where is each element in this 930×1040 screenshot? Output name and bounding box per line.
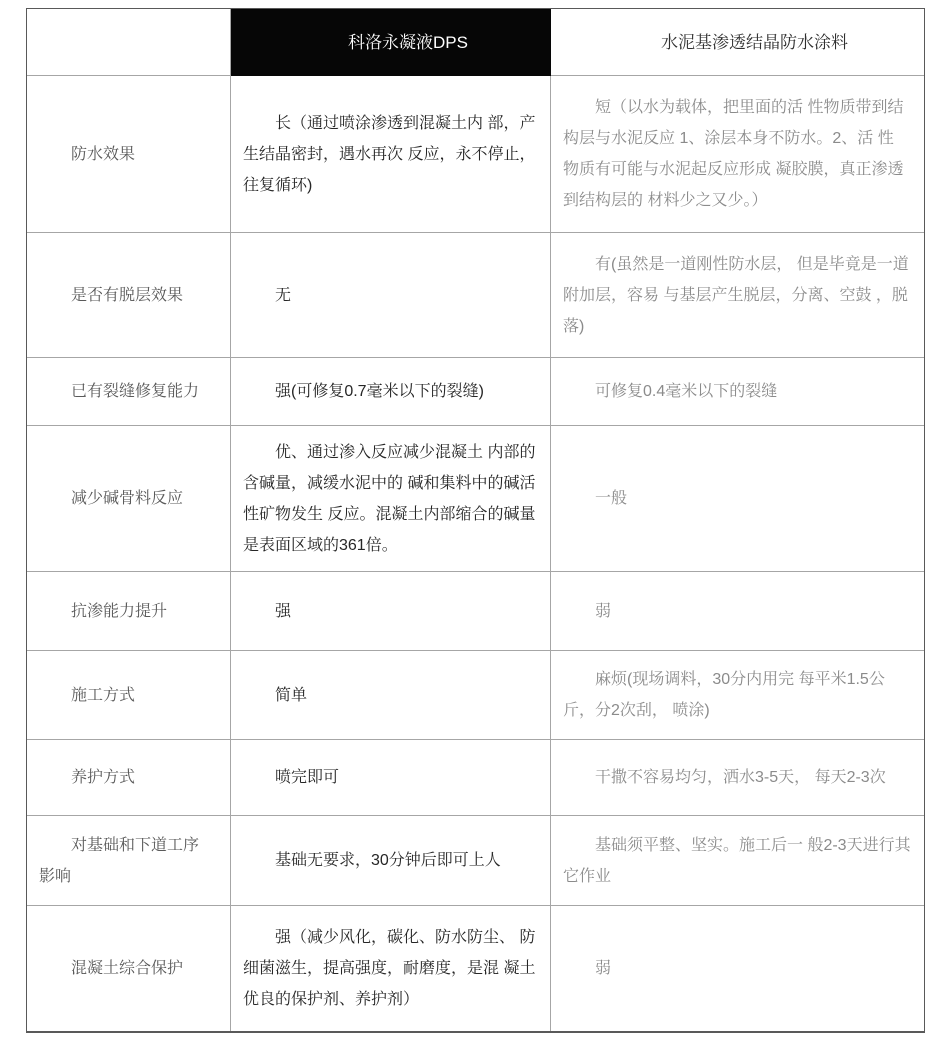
table-row (27, 76, 924, 233)
cement-value: 基础须平整、坚实。施工后一 般2-3天进行其它作业 (563, 836, 911, 885)
dps-value: 强 (275, 602, 292, 620)
dps-cell (231, 572, 551, 651)
cement-cell (551, 233, 924, 358)
header-label-cement: 水泥基渗透结晶防水涂料 (661, 32, 848, 52)
row-label: 抗渗能力提升 (71, 602, 168, 620)
dps-cell (231, 358, 551, 426)
cement-value: 弱 (595, 602, 612, 620)
table-row (27, 358, 924, 426)
header-cell-cement (551, 9, 924, 76)
row-label-cell (27, 572, 231, 651)
cement-value: 一般 (595, 490, 628, 507)
header-label-dps: 科洛永凝液DPS (348, 33, 468, 52)
row-label-cell (27, 233, 231, 358)
cement-cell (551, 740, 924, 816)
dps-cell (231, 651, 551, 740)
row-label: 减少碱骨料反应 (71, 490, 184, 507)
dps-cell (231, 816, 551, 906)
dps-value: 优、通过渗入反应减少混凝土 内部的含碱量，减缓水泥中的 碱和集料中的碱活性矿物发生 反应。混凝土内部缩合的碱量 是表面区域的361倍。 (243, 443, 536, 554)
cement-value: 可修复0.4毫米以下的裂缝 (595, 383, 778, 400)
row-label-cell (27, 651, 231, 740)
cement-value: 有(虽然是一道刚性防水层， 但是毕竟是一道附加层，容易 与基层产生脱层，分离、空鼓 ，脱落) (563, 255, 909, 335)
cement-cell (551, 651, 924, 740)
table-row (27, 906, 924, 1031)
dps-value: 无 (275, 286, 292, 304)
table-row (27, 426, 924, 572)
row-label: 已有裂缝修复能力 (71, 383, 200, 400)
cement-cell (551, 76, 924, 233)
dps-cell (231, 233, 551, 358)
row-label: 混凝土综合保护 (71, 960, 184, 977)
row-label-cell (27, 426, 231, 572)
cement-value: 弱 (595, 960, 612, 977)
cement-value: 干撒不容易均匀，洒水3-5天， 每天2-3次 (595, 769, 886, 786)
cement-cell (551, 358, 924, 426)
dps-cell (231, 906, 551, 1031)
dps-cell (231, 426, 551, 572)
row-label: 养护方式 (71, 769, 136, 786)
row-label-cell (27, 906, 231, 1031)
table-row (27, 572, 924, 651)
table-row (27, 233, 924, 358)
row-label: 对基础和下道工序 影响 (39, 836, 200, 885)
cement-value: 麻烦(现场调料，30分内用完 每平米1.5公斤，分2次刮， 喷涂) (563, 671, 885, 719)
header-cell-dps (231, 9, 551, 76)
cement-cell (551, 906, 924, 1031)
row-label: 防水效果 (71, 145, 136, 163)
dps-cell (231, 76, 551, 233)
row-label-cell (27, 816, 231, 906)
dps-cell (231, 740, 551, 816)
row-label-cell (27, 76, 231, 233)
row-label-cell (27, 358, 231, 426)
table-row (27, 740, 924, 816)
dps-value: 强（减少风化，碳化、防水防尘、 防细菌滋生，提高强度，耐磨度，是混 凝土优良的保护剂、养护剂） (243, 929, 536, 1008)
comparison-table (26, 8, 925, 1033)
cement-cell (551, 572, 924, 651)
cement-value: 短（以水为载体，把里面的活 性物质带到结构层与水泥反应 1、涂层本身不防水。2、活 性 物质有可能与水泥起反应形成 凝胶膜，真正渗透到结构层的 材料少之又少。） (563, 99, 904, 209)
row-label: 施工方式 (71, 686, 136, 704)
row-label-cell (27, 740, 231, 816)
dps-value: 长（通过喷涂渗透到混凝土内 部，产生结晶密封，遇水再次 反应，永不停止，往复循环) (243, 114, 536, 194)
cement-cell (551, 426, 924, 572)
dps-value: 强(可修复0.7毫米以下的裂缝) (275, 383, 484, 400)
cement-cell (551, 816, 924, 906)
dps-value: 简单 (275, 686, 308, 704)
row-label: 是否有脱层效果 (71, 286, 184, 304)
header-row (27, 9, 924, 76)
table-row (27, 651, 924, 740)
header-corner-cell (27, 9, 231, 76)
table-row (27, 816, 924, 906)
dps-value: 基础无要求，30分钟后即可上人 (275, 852, 501, 869)
dps-value: 喷完即可 (275, 769, 340, 786)
